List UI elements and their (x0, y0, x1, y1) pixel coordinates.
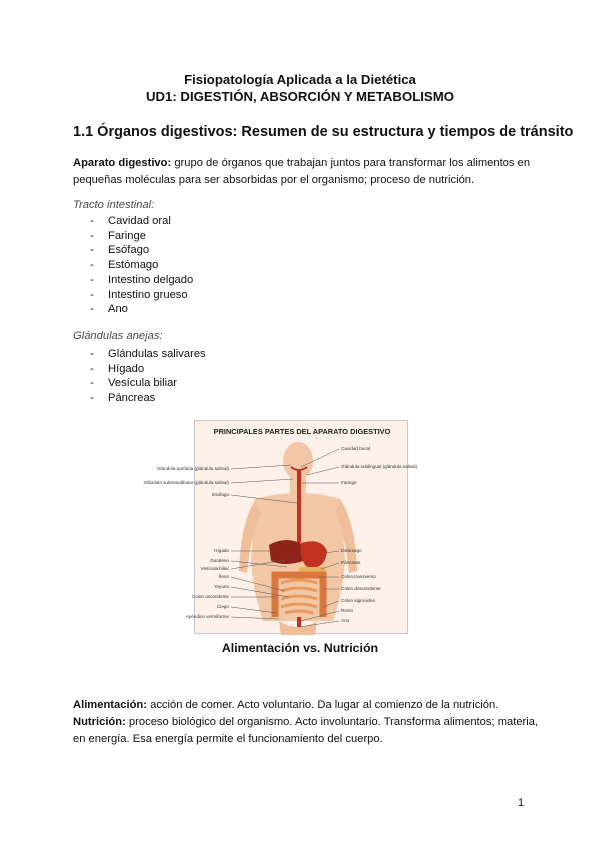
figure-label: Estómago (341, 548, 362, 553)
figure-label: Colon ascendente (191, 594, 229, 599)
alimentacion-text: acción de comer. Acto voluntario. Da lugar al comienzo de la nutrición. (146, 699, 499, 711)
unit-title: UD1: DIGESTIÓN, ABSORCIÓN Y METABOLISMO (146, 89, 454, 104)
figure-label: Glándula parótida (glándula salival) (156, 466, 229, 471)
figure-label: Esófago (212, 492, 229, 497)
bullet-dash: - (90, 229, 94, 242)
nutricion-term: Nutrición: (73, 716, 126, 728)
figure-label: Colon transverso (341, 574, 376, 579)
glandulas-list-item (90, 391, 206, 406)
liver-shape (269, 540, 303, 564)
figure-label: Vesícula biliar (200, 566, 229, 571)
bullet-dash: - (90, 303, 94, 316)
figure-label: Páncreas (341, 560, 361, 565)
figure-label: Yeyuno (213, 584, 229, 589)
page-number: 1 (518, 797, 525, 809)
figure-label: Recto (341, 608, 354, 613)
tracto-item-label: Cavidad oral (108, 215, 171, 227)
comparison-paragraph (73, 697, 543, 748)
tracto-item-label: Faringe (108, 229, 146, 242)
tracto-list-item (90, 229, 193, 244)
figure-label: Colon sigmoideo (341, 598, 376, 603)
figure-label: Ciego (216, 604, 229, 609)
tracto-list-item (90, 288, 193, 303)
figure-label: Duodeno (210, 558, 229, 563)
glandulas-item-label: Hígado (108, 362, 145, 375)
digestive-system-figure (143, 420, 418, 634)
glandulas-list (90, 347, 206, 406)
bullet-dash: - (90, 273, 94, 286)
digestive-illustration (195, 421, 409, 635)
tracto-heading: Tracto intestinal: (73, 199, 155, 211)
section-heading: 1.1 Órganos digestivos: Resumen de su estructura y tiempos de tránsito (73, 124, 574, 140)
bullet-dash: - (90, 392, 94, 405)
tracto-item-label: Esófago (108, 244, 150, 257)
bullet-dash: - (90, 362, 94, 375)
figure-label: Glándula submandibular (glándula salival) (143, 480, 229, 485)
definition-text: grupo de órganos que trabajan juntos para transformar los alimentos en pequeñas moléculas para ser absorbidas por el organismo; proceso de nutrición. (73, 157, 531, 186)
definition-paragraph (73, 155, 543, 189)
tracto-list-item (90, 243, 193, 258)
figure-label: Cavidad bucal (341, 446, 371, 451)
figure-label: Colon descendente (341, 586, 381, 591)
glandulas-heading: Glándulas anejas: (73, 330, 163, 342)
tracto-list-item (90, 273, 193, 288)
tracto-list-item (90, 258, 193, 273)
bullet-dash: - (90, 288, 94, 301)
course-title: Fisiopatología Aplicada a la Dietética (184, 72, 416, 87)
glandulas-list-item (90, 362, 206, 377)
bullet-dash: - (90, 215, 94, 227)
alimentacion-term: Alimentación: (73, 699, 147, 711)
glandulas-item-label: Glándulas salivares (108, 348, 206, 360)
nutricion-text: proceso biológico del organismo. Acto involuntario. Transforma alimentos; materia, en energía. Esa energía permite el funcionamiento del cuerpo. (73, 716, 539, 745)
glandulas-list-item (90, 347, 206, 362)
figure-title: PRINCIPALES PARTES DEL APARATO DIGESTIVO (213, 427, 391, 436)
tracto-list (90, 214, 193, 317)
bullet-dash: - (90, 244, 94, 257)
tracto-item-label: Intestino grueso (108, 288, 188, 301)
glandulas-item-label: Páncreas (108, 392, 156, 405)
definition-term: Aparato digestivo: (73, 157, 172, 169)
pancreas-shape (299, 567, 325, 572)
figure-label: Íleon (219, 574, 229, 579)
comparison-heading: Alimentación vs. Nutrición (221, 641, 379, 655)
figure-label: Glándula sublingual (glándula salival) (341, 464, 418, 469)
glandulas-item-label: Vesícula biliar (108, 377, 178, 390)
figure-label: Faringe (341, 480, 357, 485)
figure-label: Apéndice vermiforme (185, 614, 229, 619)
figure-label: Ano (341, 618, 350, 623)
bullet-dash: - (90, 348, 94, 360)
glandulas-list-item (90, 376, 206, 391)
tracto-list-item (90, 214, 193, 229)
tracto-item-label: Ano (108, 303, 128, 316)
tracto-item-label: Intestino delgado (108, 273, 194, 286)
tracto-list-item (90, 302, 193, 317)
figure-label: Hígado (214, 548, 229, 553)
tracto-item-label: Estómago (108, 259, 159, 272)
bullet-dash: - (90, 377, 94, 390)
bullet-dash: - (90, 259, 94, 272)
